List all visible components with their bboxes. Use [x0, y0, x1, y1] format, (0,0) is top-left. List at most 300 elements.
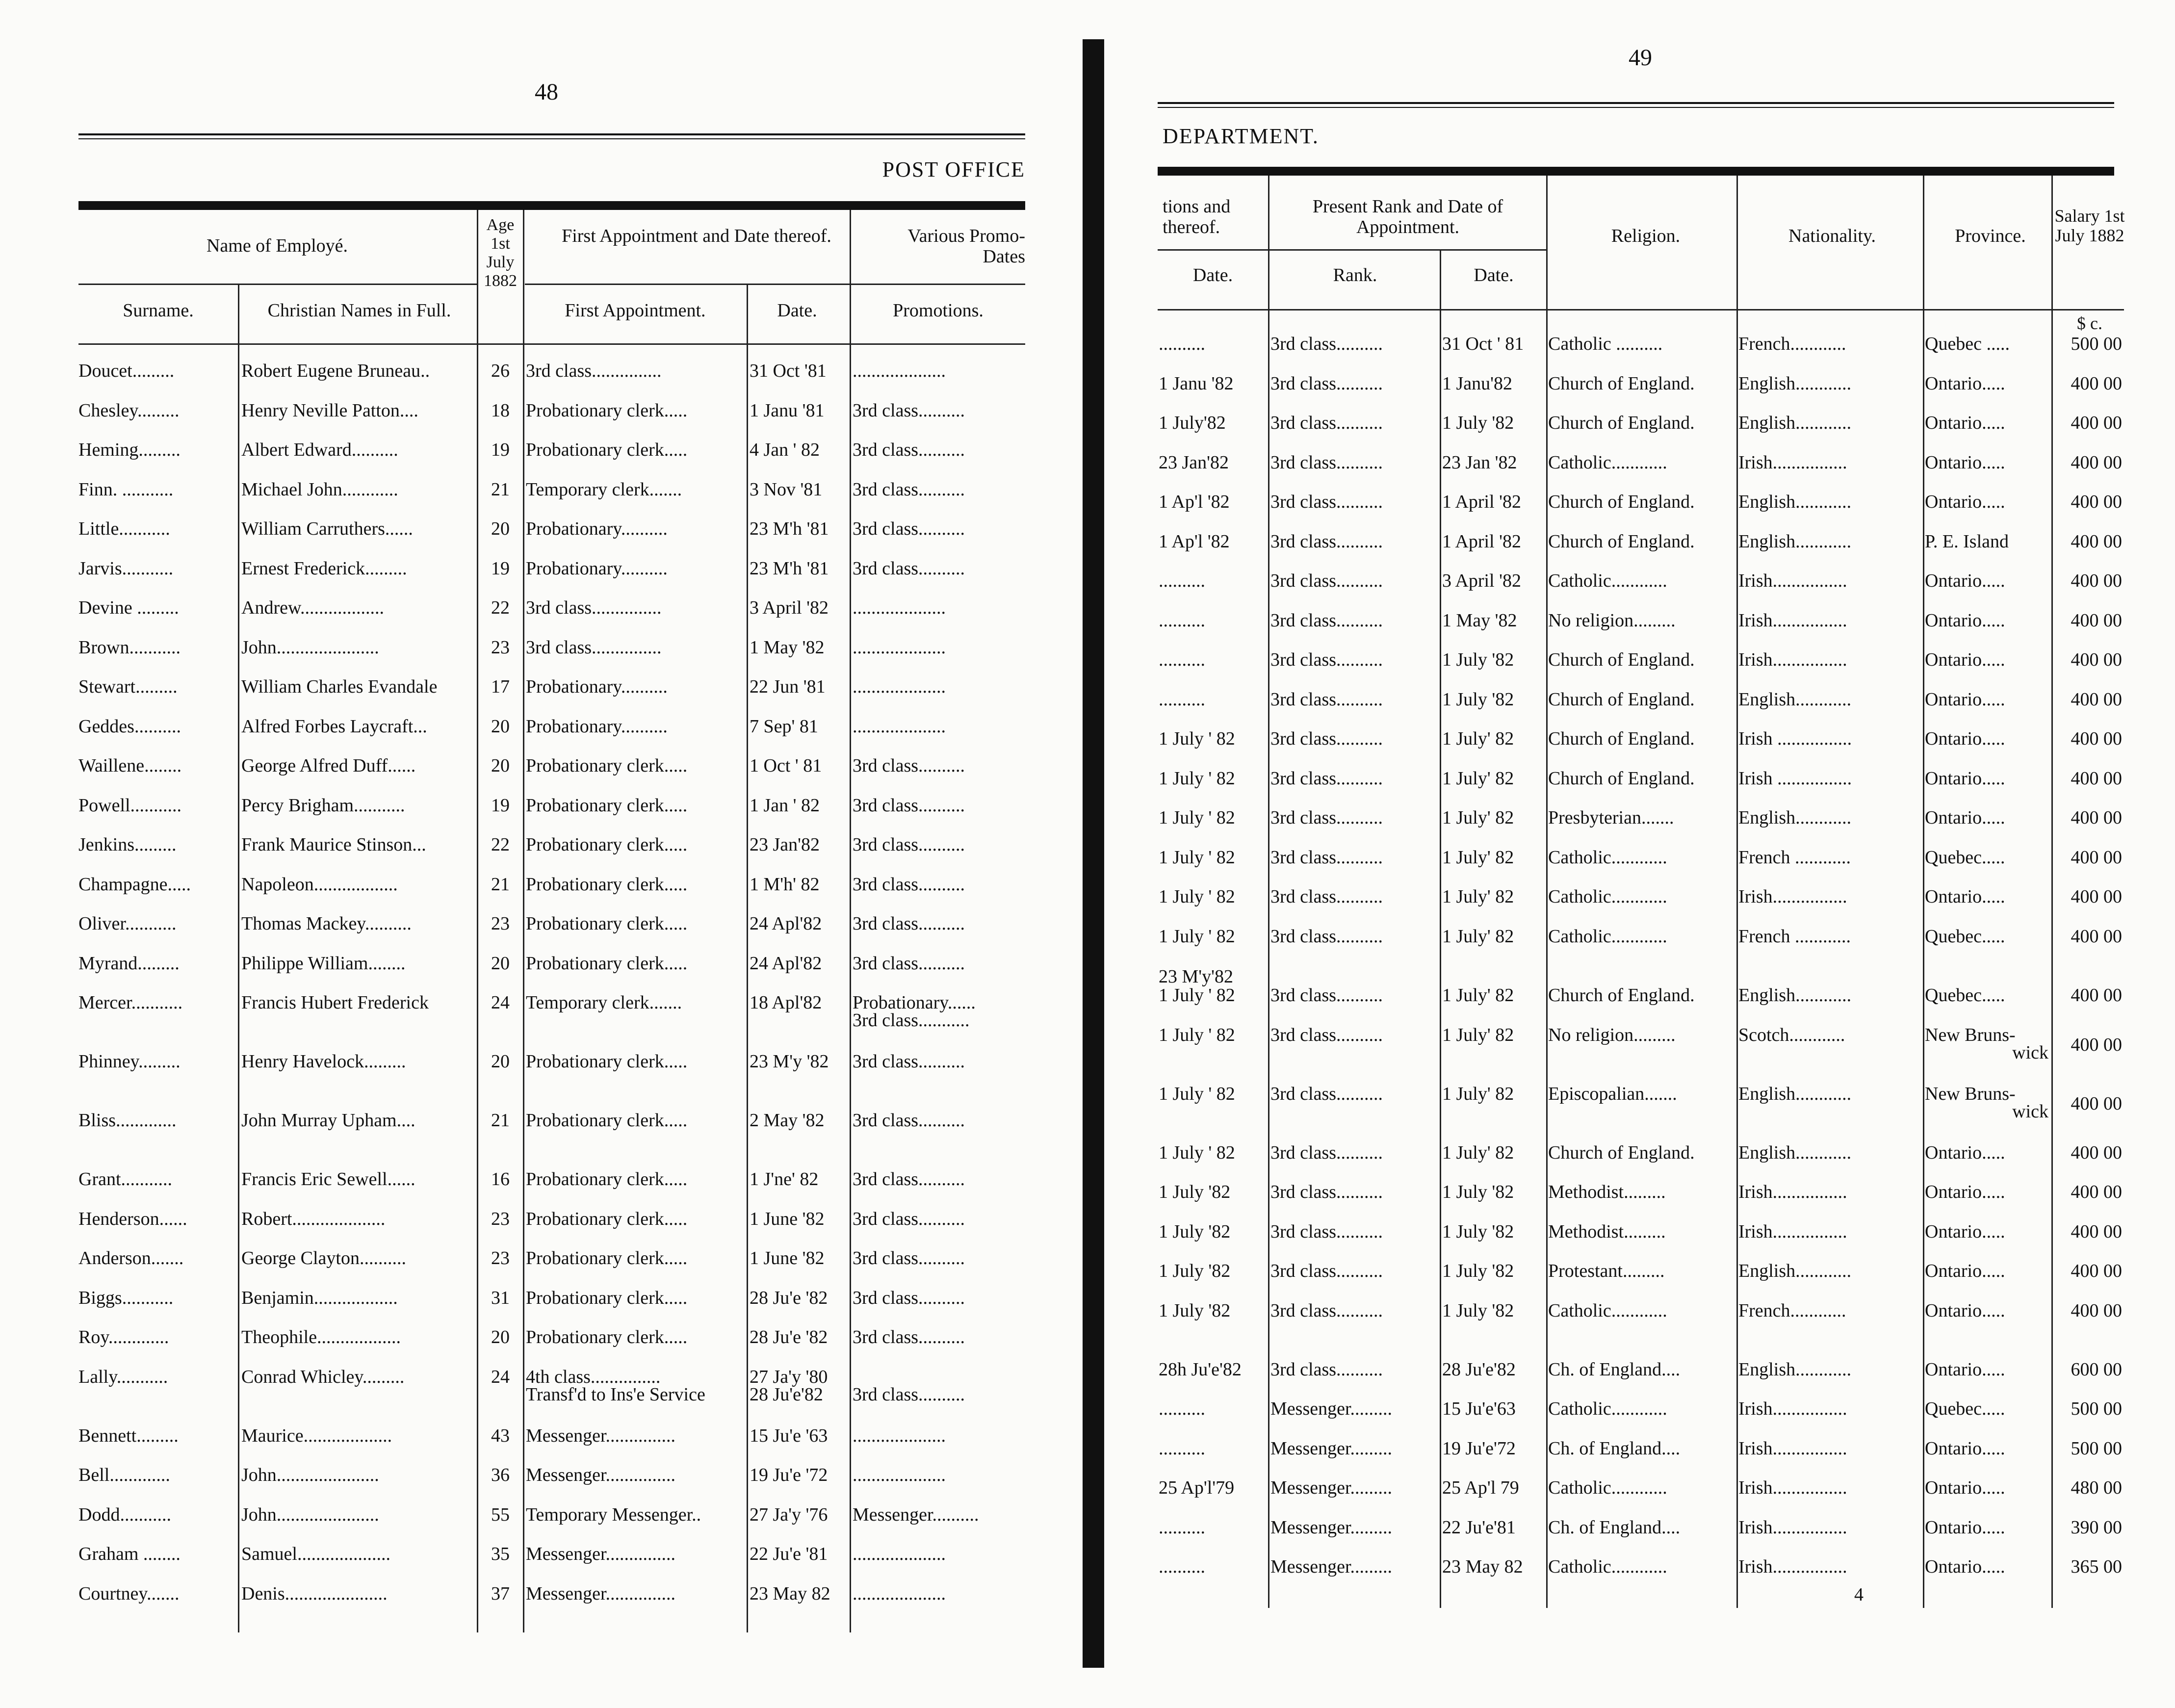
age-cell: 20 — [491, 953, 510, 974]
table-row — [1123, 1438, 2175, 1477]
signature-mark: 4 — [1854, 1584, 1864, 1605]
nationality-cell: Irish................ — [1738, 570, 1847, 591]
age-cell: 24 — [491, 992, 510, 1013]
first-appointment-cell: Messenger............... — [526, 1583, 676, 1604]
rank-cell: 3rd class.......... — [1270, 413, 1383, 433]
religion-cell: No religion......... — [1548, 1024, 1676, 1045]
header-first-appointment-group: First Appointment and Date thereof. — [562, 226, 831, 246]
surname-cell: Grant........... — [78, 1169, 173, 1190]
province-cell: Ontario..... — [1925, 452, 2005, 473]
surname-cell: Bell............. — [78, 1465, 170, 1485]
rank-date-cell: 31 Oct ' 81 — [1442, 334, 1524, 354]
table-row — [1123, 1025, 2175, 1064]
province-cell: New Bruns- — [1925, 1024, 2016, 1045]
age-cell: 21 — [491, 1110, 510, 1131]
salary-cell: 400 00 — [2071, 1093, 2122, 1114]
surname-cell: Champagne..... — [78, 874, 191, 895]
promotion-date-cell: .......... — [1159, 1517, 1205, 1538]
header-promotion-date: Date. — [1192, 265, 1233, 285]
table-row — [0, 1425, 1069, 1465]
christian-names-cell: John...................... — [241, 1504, 379, 1525]
salary-cell: 400 00 — [2071, 373, 2122, 394]
surname-cell: Powell........... — [78, 795, 182, 816]
promotion-date-cell: 1 Ap'l '82 — [1159, 492, 1230, 512]
promotion-cell: 3rd class.......... — [853, 834, 965, 855]
appointment-date-cell: 23 Jan'82 — [750, 834, 820, 855]
first-appointment-cell: Temporary clerk....... — [526, 479, 682, 500]
christian-names-cell: Francis Hubert Frederick — [241, 992, 429, 1013]
age-cell: 16 — [491, 1169, 510, 1190]
christian-names-cell: Thomas Mackey.......... — [241, 913, 412, 934]
promotion-date-cell: 1 July '82 — [1159, 1221, 1231, 1242]
surname-cell: Myrand......... — [78, 953, 180, 974]
page-number: 48 — [535, 79, 558, 105]
promotion-date-cell: 1 July ' 82 — [1159, 886, 1235, 907]
header-rule — [525, 284, 1025, 285]
first-appointment-cell: Probationary.......... — [526, 518, 668, 539]
province-cell: Ontario..... — [1925, 728, 2005, 749]
promotion-date-cell: 23 Jan'82 — [1159, 452, 1229, 473]
rank-date-cell: 1 July' 82 — [1442, 1083, 1514, 1104]
province-cell: Ontario..... — [1925, 373, 2005, 394]
appointment-date-cell: 4 Jan ' 82 — [750, 440, 820, 460]
promotion-cell: .................... — [853, 1465, 946, 1485]
table-row — [1123, 1300, 2175, 1340]
age-cell: 36 — [491, 1465, 510, 1485]
province-cell: Quebec..... — [1925, 985, 2005, 1006]
nationality-cell: English............ — [1738, 1083, 1852, 1104]
appointment-date-cell: 27 Ja'y '76 — [750, 1504, 828, 1525]
salary-cell: 400 00 — [2071, 610, 2122, 631]
christian-names-cell: Andrew.................. — [241, 597, 384, 618]
promotion-date-cell: 28h Ju'e'82 — [1159, 1359, 1242, 1380]
header-nationality: Nationality. — [1788, 226, 1876, 246]
rank-cell: 3rd class.......... — [1270, 1261, 1383, 1281]
appointment-date-cell: 28 Ju'e '82 — [750, 1287, 828, 1308]
nationality-cell: English............ — [1738, 373, 1852, 394]
rank-date-cell: 1 July '82 — [1442, 649, 1514, 670]
promotion-cell: 3rd class.......... — [853, 1287, 965, 1308]
age-cell: 22 — [491, 597, 510, 618]
province-cell: Ontario..... — [1925, 649, 2005, 670]
christian-names-cell: Henry Neville Patton.... — [241, 400, 418, 421]
promotion-cell: 3rd class........... — [853, 1010, 970, 1031]
nationality-cell: Irish................ — [1738, 610, 1847, 631]
table-row — [0, 676, 1069, 716]
promotion-date-cell: 1 July ' 82 — [1159, 985, 1235, 1006]
salary-cell: 400 00 — [2071, 985, 2122, 1006]
christian-names-cell: George Clayton.......... — [241, 1248, 406, 1268]
table-row — [0, 1327, 1069, 1366]
table-row — [0, 1367, 1069, 1406]
table-row — [0, 1465, 1069, 1504]
surname-cell: Roy............. — [78, 1327, 169, 1347]
first-appointment-cell: Messenger............... — [526, 1425, 676, 1446]
promotion-cell: 3rd class.......... — [853, 755, 965, 776]
first-appointment-cell: 3rd class............... — [526, 361, 662, 381]
promotion-cell: 3rd class.......... — [853, 1110, 965, 1131]
religion-cell: Methodist......... — [1548, 1182, 1666, 1202]
first-appointment-cell: Probationary clerk..... — [526, 1327, 688, 1347]
surname-cell: Finn. ........... — [78, 479, 174, 500]
promotion-date-cell: 23 M'y'82 — [1159, 966, 1233, 987]
province-cell: Ontario..... — [1925, 807, 2005, 828]
nationality-cell: Irish................ — [1738, 1221, 1847, 1242]
table-row — [1123, 689, 2175, 728]
promotion-date-cell: 1 July ' 82 — [1159, 847, 1235, 868]
surname-cell: Bennett......... — [78, 1425, 179, 1446]
religion-cell: Ch. of England.... — [1548, 1517, 1681, 1538]
table-row — [0, 400, 1069, 440]
header-name-group: Name of Employé. — [206, 235, 348, 256]
christian-names-cell: Conrad Whicley......... — [241, 1366, 405, 1387]
rank-date-cell: 23 Jan '82 — [1442, 452, 1517, 473]
religion-cell: Catholic............ — [1548, 886, 1667, 907]
header-bottom-rule — [1158, 309, 2124, 311]
age-cell: 20 — [491, 1051, 510, 1072]
first-appointment-cell: Probationary clerk..... — [526, 400, 688, 421]
surname-cell: Chesley......... — [78, 400, 180, 421]
header-promotions-group: Various Promo- Dates — [907, 226, 1025, 267]
promotion-cell: 3rd class.......... — [853, 953, 965, 974]
rank-date-cell: 1 July' 82 — [1442, 807, 1514, 828]
header-rule — [78, 284, 478, 285]
table-row — [0, 440, 1069, 479]
table-row — [0, 1248, 1069, 1287]
promotion-cell: 3rd class.......... — [853, 874, 965, 895]
table-row — [1123, 373, 2175, 413]
promotion-date-cell: 1 July ' 82 — [1159, 1142, 1235, 1163]
age-cell: 22 — [491, 834, 510, 855]
rank-date-cell: 1 July '82 — [1442, 1221, 1514, 1242]
rank-cell: 3rd class.......... — [1270, 334, 1383, 354]
rank-cell: 3rd class.......... — [1270, 492, 1383, 512]
table-row — [1123, 926, 2175, 965]
surname-cell: Courtney....... — [78, 1583, 180, 1604]
salary-cell: 400 00 — [2071, 1261, 2122, 1281]
promotion-date-cell: .......... — [1159, 334, 1205, 354]
promotion-cell: 3rd class.......... — [853, 1384, 965, 1405]
age-cell: 26 — [491, 361, 510, 381]
surname-cell: Biggs........... — [78, 1287, 174, 1308]
appointment-date-cell: 31 Oct '81 — [750, 361, 827, 381]
table-row — [0, 1051, 1069, 1090]
promotion-date-cell: 1 July ' 82 — [1159, 728, 1235, 749]
rank-cell: 3rd class.......... — [1270, 1221, 1383, 1242]
christian-names-cell: Michael John............ — [241, 479, 398, 500]
table-row — [1123, 1084, 2175, 1123]
religion-cell: Methodist......... — [1548, 1221, 1666, 1242]
nationality-cell: Irish ................ — [1738, 728, 1852, 749]
rank-cell: 3rd class.......... — [1270, 807, 1383, 828]
christian-names-cell: Frank Maurice Stinson... — [241, 834, 426, 855]
province-cell: Ontario..... — [1925, 492, 2005, 512]
nationality-cell: Scotch............ — [1738, 1024, 1845, 1045]
first-appointment-cell: 3rd class............... — [526, 637, 662, 658]
first-appointment-cell: Probationary clerk..... — [526, 1287, 688, 1308]
age-cell: 21 — [491, 479, 510, 500]
age-cell: 37 — [491, 1583, 510, 1604]
first-appointment-cell: Probationary clerk..... — [526, 874, 688, 895]
salary-cell: 400 00 — [2071, 570, 2122, 591]
table-row — [0, 874, 1069, 913]
department-header: POST OFFICE — [882, 157, 1025, 181]
table-row — [1123, 413, 2175, 452]
age-cell: 23 — [491, 1248, 510, 1268]
appointment-date-cell: 23 M'y '82 — [750, 1051, 829, 1072]
header-rank: Rank. — [1333, 265, 1377, 285]
table-row — [1123, 492, 2175, 531]
rank-date-cell: 1 April '82 — [1442, 531, 1521, 552]
rank-date-cell: 1 July '82 — [1442, 689, 1514, 710]
table-row — [1123, 531, 2175, 570]
salary-cell: 400 00 — [2071, 728, 2122, 749]
promotion-cell: 3rd class.......... — [853, 558, 965, 579]
promotion-cell: .................... — [853, 637, 946, 658]
first-appointment-cell: Probationary clerk..... — [526, 1169, 688, 1190]
christian-names-cell: Robert.................... — [241, 1208, 386, 1229]
promotion-cell: 3rd class.......... — [853, 1169, 965, 1190]
surname-cell: Oliver........... — [78, 913, 177, 934]
rank-cell: 3rd class.......... — [1270, 1024, 1383, 1045]
religion-cell: Episcopalian....... — [1548, 1083, 1677, 1104]
province-cell: Ontario..... — [1925, 886, 2005, 907]
religion-cell: Church of England. — [1548, 649, 1695, 670]
surname-cell: Brown........... — [78, 637, 181, 658]
book-spine — [1083, 39, 1104, 1668]
province-cell: Ontario..... — [1925, 768, 2005, 789]
promotion-cell: Messenger.......... — [853, 1504, 979, 1525]
table-row — [1123, 610, 2175, 649]
christian-names-cell: John Murray Upham.... — [241, 1110, 415, 1131]
header-promotions: Promotions. — [893, 300, 984, 321]
table-row — [1123, 334, 2175, 373]
age-cell: 20 — [491, 1327, 510, 1347]
table-row — [1123, 1398, 2175, 1438]
nationality-cell: Irish ................ — [1738, 768, 1852, 789]
table-row — [0, 361, 1069, 400]
top-rule-thin — [1158, 107, 2114, 108]
nationality-cell: English............ — [1738, 807, 1852, 828]
surname-cell: Phinney......... — [78, 1051, 181, 1072]
promotion-cell: 3rd class.......... — [853, 1208, 965, 1229]
header-surname: Surname. — [123, 300, 194, 321]
salary-cell: 600 00 — [2071, 1359, 2122, 1380]
promotion-date-cell: .......... — [1159, 1398, 1205, 1419]
table-top-thick-rule — [1158, 167, 2114, 176]
salary-cell: 400 00 — [2071, 768, 2122, 789]
religion-cell: Church of England. — [1548, 531, 1695, 552]
salary-cell: 480 00 — [2071, 1477, 2122, 1498]
religion-cell: Church of England. — [1548, 373, 1695, 394]
christian-names-cell: John...................... — [241, 1465, 379, 1485]
surname-cell: Jarvis........... — [78, 558, 174, 579]
province-cell: Ontario..... — [1925, 1261, 2005, 1281]
appointment-date-cell: 1 June '82 — [750, 1248, 825, 1268]
rank-cell: 3rd class.......... — [1270, 985, 1383, 1006]
table-top-thick-rule — [78, 201, 1025, 210]
rank-cell: 3rd class.......... — [1270, 1359, 1383, 1380]
promotion-date-cell: .......... — [1159, 1438, 1205, 1459]
salary-cell: 400 00 — [2071, 886, 2122, 907]
promotion-cell: 3rd class.......... — [853, 1051, 965, 1072]
christian-names-cell: William Charles Evandale — [241, 676, 438, 697]
promotion-date-cell: 1 July'82 — [1159, 413, 1226, 433]
christian-names-cell: George Alfred Duff...... — [241, 755, 416, 776]
province-cell: Quebec ..... — [1925, 334, 2010, 354]
salary-cell: 400 00 — [2071, 452, 2122, 473]
christian-names-cell: Theophile.................. — [241, 1327, 401, 1347]
table-row — [0, 992, 1069, 1032]
rank-date-cell: 1 July' 82 — [1442, 847, 1514, 868]
promotion-date-cell: 1 Ap'l '82 — [1159, 531, 1230, 552]
rank-date-cell: 1 May '82 — [1442, 610, 1517, 631]
salary-cell: 500 00 — [2071, 1438, 2122, 1459]
first-appointment-cell: Probationary.......... — [526, 676, 668, 697]
table-row — [1123, 1182, 2175, 1221]
appointment-date-cell: 7 Sep' 81 — [750, 716, 818, 737]
table-row — [0, 518, 1069, 558]
appointment-date-cell: 23 M'h '81 — [750, 518, 829, 539]
rank-date-cell: 22 Ju'e'81 — [1442, 1517, 1516, 1538]
surname-cell: Waillene........ — [78, 755, 182, 776]
table-row — [1123, 807, 2175, 847]
appointment-date-cell: 1 Oct ' 81 — [750, 755, 822, 776]
appointment-date-cell: 18 Apl'82 — [750, 992, 822, 1013]
rank-cell: Messenger......... — [1270, 1398, 1393, 1419]
top-rule-thin — [78, 138, 1025, 139]
first-appointment-cell: 4th class............... — [526, 1366, 661, 1387]
table-row — [1123, 570, 2175, 610]
header-rank-date: Date. — [1474, 265, 1514, 285]
salary-cell: 400 00 — [2071, 1300, 2122, 1321]
rank-cell: 3rd class.......... — [1270, 1182, 1383, 1202]
nationality-cell: Irish................ — [1738, 1182, 1847, 1202]
promotion-cell: .................... — [853, 716, 946, 737]
table-row — [1123, 1517, 2175, 1556]
header-first-appointment: First Appointment. — [565, 300, 706, 321]
first-appointment-cell: Messenger............... — [526, 1544, 676, 1564]
province-cell: Ontario..... — [1925, 1221, 2005, 1242]
religion-cell: Church of England. — [1548, 689, 1695, 710]
department-header: DEPARTMENT. — [1163, 124, 1319, 148]
first-appointment-cell: Probationary clerk..... — [526, 953, 688, 974]
salary-cell: 500 00 — [2071, 1398, 2122, 1419]
christian-names-cell: Albert Edward.......... — [241, 440, 398, 460]
province-cell: Ontario..... — [1925, 689, 2005, 710]
table-row — [0, 597, 1069, 637]
first-appointment-cell: Probationary clerk..... — [526, 834, 688, 855]
left-page — [0, 0, 1069, 1708]
salary-cell: 400 00 — [2071, 1142, 2122, 1163]
table-row — [0, 637, 1069, 676]
surname-cell: Geddes.......... — [78, 716, 181, 737]
christian-names-cell: Robert Eugene Bruneau.. — [241, 361, 430, 381]
table-row — [1123, 1477, 2175, 1517]
province-cell: Quebec..... — [1925, 847, 2005, 868]
surname-cell: Graham ........ — [78, 1544, 181, 1564]
christian-names-cell: Philippe William........ — [241, 953, 406, 974]
table-row — [1123, 1556, 2175, 1596]
rank-date-cell: 1 April '82 — [1442, 492, 1521, 512]
nationality-cell: French............ — [1738, 334, 1846, 354]
appointment-date-cell: 1 J'ne' 82 — [750, 1169, 819, 1190]
header-rule — [1158, 249, 1548, 251]
province-cell: Quebec..... — [1925, 926, 2005, 947]
surname-cell: Bliss............. — [78, 1110, 177, 1131]
age-cell: 20 — [491, 716, 510, 737]
rank-date-cell: 1 July '82 — [1442, 1182, 1514, 1202]
christian-names-cell: Francis Eric Sewell...... — [241, 1169, 415, 1190]
first-appointment-cell: Probationary clerk..... — [526, 1208, 688, 1229]
page-number: 49 — [1629, 45, 1652, 71]
appointment-date-cell: 1 Janu '81 — [750, 400, 825, 421]
header-christian-names: Christian Names in Full. — [267, 300, 451, 321]
age-cell: 19 — [491, 795, 510, 816]
appointment-date-cell: 24 Apl'82 — [750, 953, 822, 974]
rank-date-cell: 28 Ju'e'82 — [1442, 1359, 1516, 1380]
surname-cell: Anderson....... — [78, 1248, 184, 1268]
province-cell: Ontario..... — [1925, 1556, 2005, 1577]
promotion-date-cell: 1 July ' 82 — [1159, 807, 1235, 828]
appointment-date-cell: 23 M'h '81 — [750, 558, 829, 579]
christian-names-cell: Maurice................... — [241, 1425, 392, 1446]
rank-date-cell: 25 Ap'l 79 — [1442, 1477, 1519, 1498]
religion-cell: Protestant......... — [1548, 1261, 1665, 1281]
rank-cell: 3rd class.......... — [1270, 926, 1383, 947]
table-row — [1123, 886, 2175, 926]
nationality-cell: French............ — [1738, 1300, 1846, 1321]
promotion-cell: .................... — [853, 1544, 946, 1564]
promotion-date-cell: .......... — [1159, 689, 1205, 710]
surname-cell: Henderson...... — [78, 1208, 187, 1229]
table-row — [0, 1110, 1069, 1149]
right-page — [1123, 0, 2175, 1708]
promotion-date-cell: 1 Janu '82 — [1159, 373, 1234, 394]
province-cell: Ontario..... — [1925, 1477, 2005, 1498]
rank-cell: Messenger......... — [1270, 1517, 1393, 1538]
age-cell: 19 — [491, 440, 510, 460]
table-row — [1123, 768, 2175, 807]
salary-cell: 365 00 — [2071, 1556, 2122, 1577]
nationality-cell: English............ — [1738, 1359, 1852, 1380]
province-cell: Ontario..... — [1925, 1142, 2005, 1163]
age-cell: 20 — [491, 755, 510, 776]
christian-names-cell: Ernest Frederick......... — [241, 558, 407, 579]
rank-date-cell: 1 July' 82 — [1442, 768, 1514, 789]
appointment-date-cell: 1 Jan ' 82 — [750, 795, 820, 816]
age-cell: 23 — [491, 637, 510, 658]
religion-cell: Church of England. — [1548, 768, 1695, 789]
christian-names-cell: Benjamin.................. — [241, 1287, 398, 1308]
salary-cell: 400 00 — [2071, 531, 2122, 552]
age-cell: 18 — [491, 400, 510, 421]
nationality-cell: French ............ — [1738, 847, 1851, 868]
nationality-cell: English............ — [1738, 531, 1852, 552]
rank-date-cell: 1 July' 82 — [1442, 728, 1514, 749]
promotion-cell: 3rd class.......... — [853, 440, 965, 460]
first-appointment-cell: Transf'd to Ins'e Service — [526, 1384, 705, 1405]
promotion-date-cell: .......... — [1159, 1556, 1205, 1577]
surname-cell: Doucet......... — [78, 361, 175, 381]
appointment-date-cell: 1 M'h' 82 — [750, 874, 820, 895]
nationality-cell: French ............ — [1738, 926, 1851, 947]
salary-cell: 400 00 — [2071, 926, 2122, 947]
first-appointment-cell: Probationary clerk..... — [526, 440, 688, 460]
rank-cell: 3rd class.......... — [1270, 649, 1383, 670]
rank-date-cell: 1 July' 82 — [1442, 886, 1514, 907]
age-cell: 43 — [491, 1425, 510, 1446]
